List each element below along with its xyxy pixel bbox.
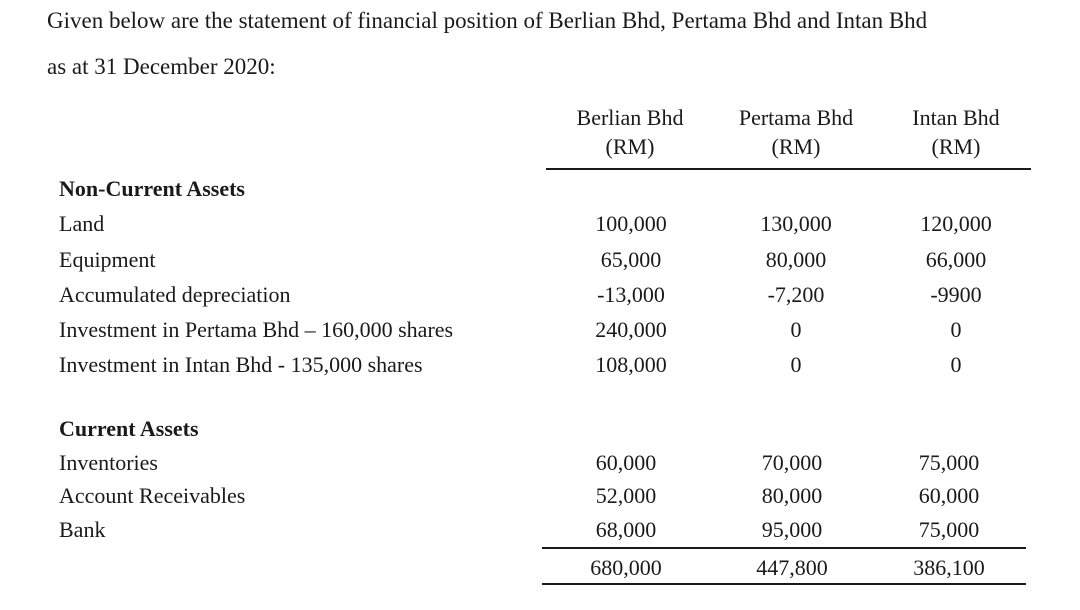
column-name: Berlian Bhd xyxy=(576,105,684,130)
row-label-inventories: Inventories xyxy=(59,450,158,475)
cell-value: 66,000 xyxy=(925,247,987,272)
row-label-investment-pertama: Investment in Pertama Bhd – 160,000 shares xyxy=(59,317,454,342)
column-header-pertama xyxy=(711,103,881,161)
cell-value: 108,000 xyxy=(595,352,667,377)
section-heading-non-current: Non-Current Assets xyxy=(59,176,245,201)
cell-value: 0 xyxy=(790,352,802,377)
cell-value: 60,000 xyxy=(595,450,657,475)
cell-value: 0 xyxy=(950,352,962,377)
cell-value: 95,000 xyxy=(761,517,823,542)
intro-line-1: Given below are the statement of financial position of Berlian Bhd, Pertama Bhd and Intan Bhd xyxy=(47,8,928,33)
cell-value: 52,000 xyxy=(595,483,657,508)
cell-value: 75,000 xyxy=(918,450,980,475)
cell-value: 120,000 xyxy=(920,211,992,236)
intro-line-2: as at 31 December 2020: xyxy=(47,54,276,79)
row-label-account-receivables: Account Receivables xyxy=(59,483,246,508)
cell-value: -9900 xyxy=(930,282,982,307)
cell-value: -7,200 xyxy=(767,282,825,307)
cell-value: 80,000 xyxy=(765,247,827,272)
cell-value: 68,000 xyxy=(595,517,657,542)
cell-value: 60,000 xyxy=(918,483,980,508)
total-value-intan: 386,100 xyxy=(913,555,985,580)
column-unit: (RM) xyxy=(931,134,981,159)
total-value-pertama: 447,800 xyxy=(756,555,828,580)
column-name: Intan Bhd xyxy=(912,105,1000,130)
cell-value: 0 xyxy=(790,317,802,342)
cell-value: 100,000 xyxy=(595,211,667,236)
cell-value: 130,000 xyxy=(760,211,832,236)
column-header-berlian xyxy=(545,103,715,161)
row-label-investment-intan: Investment in Intan Bhd - 135,000 shares xyxy=(59,352,423,377)
total-bottom-rule xyxy=(542,583,1026,585)
cell-value: 240,000 xyxy=(595,317,667,342)
cell-value: 0 xyxy=(950,317,962,342)
column-unit: (RM) xyxy=(771,134,821,159)
total-top-rule xyxy=(542,547,1026,549)
total-value-berlian: 680,000 xyxy=(590,555,662,580)
header-rule xyxy=(546,168,1031,170)
column-unit: (RM) xyxy=(605,134,655,159)
cell-value: 80,000 xyxy=(761,483,823,508)
section-heading-current: Current Assets xyxy=(59,416,199,441)
cell-value: -13,000 xyxy=(597,282,665,307)
column-name: Pertama Bhd xyxy=(738,105,854,130)
row-label-accumulated-depreciation: Accumulated depreciation xyxy=(59,282,291,307)
row-label-equipment: Equipment xyxy=(59,247,156,272)
cell-value: 65,000 xyxy=(600,247,662,272)
cell-value: 75,000 xyxy=(918,517,980,542)
row-label-bank: Bank xyxy=(59,517,106,542)
row-label-land: Land xyxy=(59,211,105,236)
column-header-intan xyxy=(871,103,1041,161)
cell-value: 70,000 xyxy=(761,450,823,475)
